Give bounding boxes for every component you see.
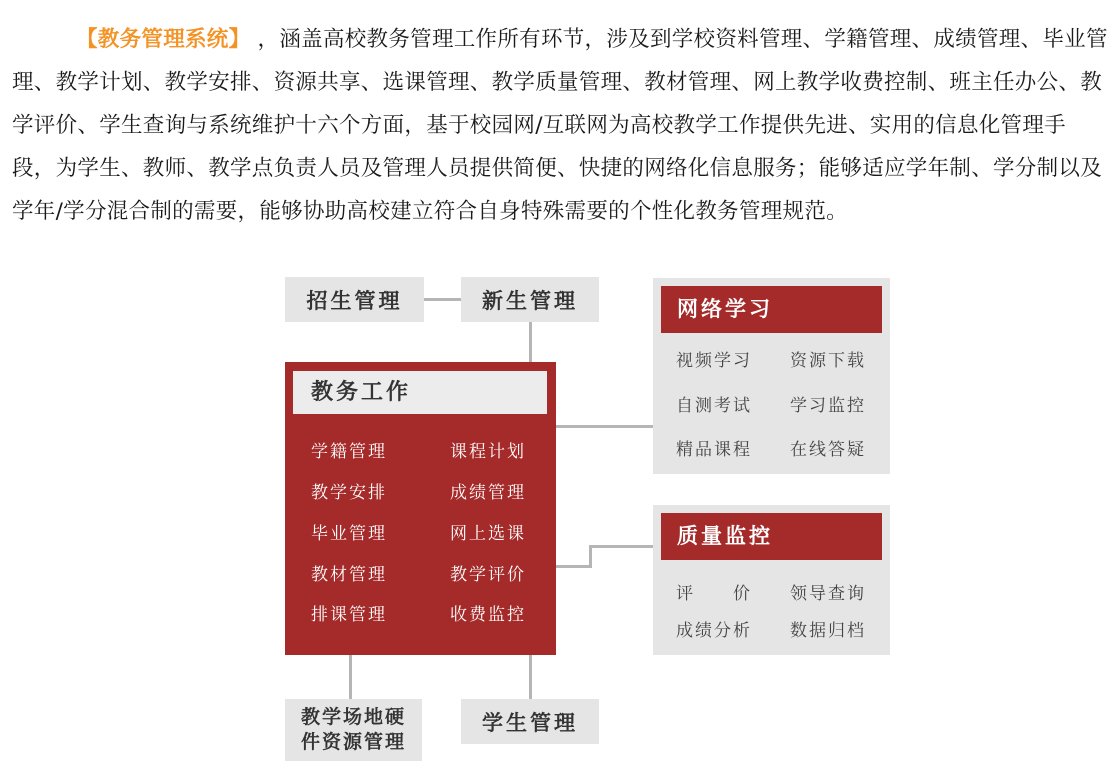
facilities-label-line1: 教学场地硬 bbox=[300, 706, 406, 728]
enrollment-label: 招生管理 bbox=[306, 288, 403, 313]
connector-enroll-new bbox=[424, 298, 461, 301]
core-item: 教材管理 bbox=[311, 565, 387, 585]
online-learning-item: 资源下载 bbox=[790, 351, 866, 371]
facilities-label-line2: 件资源管理 bbox=[300, 731, 406, 753]
intro-text: ，涵盖高校教务管理工作所有环节，涉及到学校资料管理、学籍管理、成绩管理、毕业管理、教学计划、教学安排、资源共享、选课管理、教学质量管理、教材管理、网上教学收费控制、班主任办公、教学评价、学生查询与系统维护十六个方面，基于校园网/互联网为高校教学工作提供先进、实用的信息化管理手段，为学生、教师、教学点负责人员及管理人员提供简便、快捷的网络化信息服务；能够适应学年制、学分制以及学年/学分混合制的需要，能够协助高校建立符合自身特殊需要的个性化教务管理规范。 bbox=[12, 27, 1108, 224]
intro-paragraph bbox=[12, 18, 1108, 233]
core-item: 收费监控 bbox=[450, 605, 526, 625]
new-students-label: 新生管理 bbox=[482, 288, 578, 313]
quality-item: 成绩分析 bbox=[676, 621, 752, 641]
core-work-title: 教务工作 bbox=[293, 371, 547, 414]
core-item: 课程计划 bbox=[450, 442, 526, 462]
online-learning-item: 精品课程 bbox=[676, 440, 752, 460]
core-item: 排课管理 bbox=[311, 605, 387, 625]
core-item: 学籍管理 bbox=[311, 442, 387, 462]
quality-item: 评 价 bbox=[676, 584, 752, 604]
core-work-box bbox=[285, 362, 556, 655]
system-name: 【教务管理系统】 bbox=[76, 27, 251, 52]
core-item: 教学安排 bbox=[311, 483, 387, 503]
quality-item: 领导查询 bbox=[790, 584, 866, 604]
connector-core-facilities bbox=[349, 655, 352, 699]
core-item: 成绩管理 bbox=[450, 483, 526, 503]
online-learning-item: 视频学习 bbox=[676, 351, 752, 371]
student-management-box bbox=[461, 699, 599, 744]
online-learning-title: 网络学习 bbox=[661, 286, 882, 333]
facilities-box bbox=[285, 699, 422, 761]
connector-core-quality-h bbox=[556, 565, 591, 568]
quality-panel bbox=[653, 505, 890, 655]
online-learning-item: 自测考试 bbox=[676, 396, 752, 416]
connector-core-online bbox=[556, 425, 653, 428]
core-item: 教学评价 bbox=[450, 565, 526, 585]
quality-item: 数据归档 bbox=[790, 621, 866, 641]
enrollment-box bbox=[285, 277, 424, 322]
connector-new-core bbox=[529, 322, 532, 362]
online-learning-panel bbox=[653, 278, 890, 474]
core-item: 网上选课 bbox=[450, 524, 526, 544]
student-management-label: 学生管理 bbox=[482, 710, 578, 735]
connector-core-quality-h2 bbox=[589, 545, 653, 548]
new-students-box bbox=[461, 277, 599, 322]
online-learning-item: 学习监控 bbox=[790, 396, 866, 416]
quality-title: 质量监控 bbox=[661, 513, 882, 560]
connector-core-quality-v bbox=[589, 545, 592, 568]
online-learning-item: 在线答疑 bbox=[790, 440, 866, 460]
core-item: 毕业管理 bbox=[311, 524, 387, 544]
connector-core-students bbox=[529, 655, 532, 699]
